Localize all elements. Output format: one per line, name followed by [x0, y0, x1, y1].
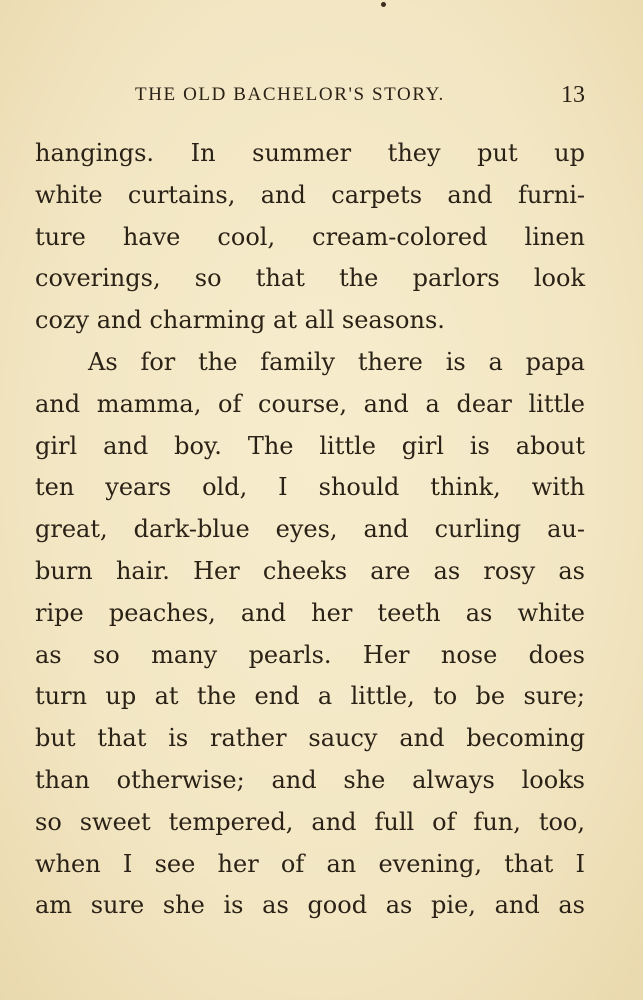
text-line: ripe peaches, and her teeth as white: [35, 598, 585, 627]
text-line: girl and boy. The little girl is about: [35, 431, 585, 460]
text-line: great, dark-blue eyes, and curling au-: [35, 515, 585, 544]
text-line: than otherwise; and she always looks: [35, 765, 585, 794]
text-line: ten years old, I should think, with: [35, 473, 585, 502]
text-line: turn up at the end a little, to be sure;: [35, 682, 585, 711]
text-line: so sweet tempered, and full of fun, too,: [35, 807, 585, 836]
text-line: and mamma, of course, and a dear little: [35, 389, 585, 418]
page-number: 13: [561, 82, 585, 108]
ink-speck: [381, 2, 386, 7]
text-line: when I see her of an evening, that I: [35, 849, 585, 878]
text-line: As for the family there is a papa: [88, 347, 585, 376]
text-line: cozy and charming at all seasons.: [35, 306, 445, 335]
page-header: [0, 84, 643, 114]
text-line: hangings. In summer they put up: [35, 139, 585, 167]
text-line: but that is rather saucy and becoming: [35, 724, 585, 753]
text-line: white curtains, and carpets and furni-: [35, 180, 585, 209]
text-line: burn hair. Her cheeks are as rosy as: [35, 556, 585, 585]
text-line: as so many pearls. Her nose does: [35, 640, 585, 669]
running-title: THE OLD BACHELOR'S STORY.: [135, 84, 445, 105]
text-line: coverings, so that the parlors look: [35, 264, 585, 293]
text-line: ture have cool, cream-colored linen: [35, 222, 585, 251]
body-text: [35, 133, 585, 927]
text-line: am sure she is as good as pie, and as: [35, 891, 585, 920]
